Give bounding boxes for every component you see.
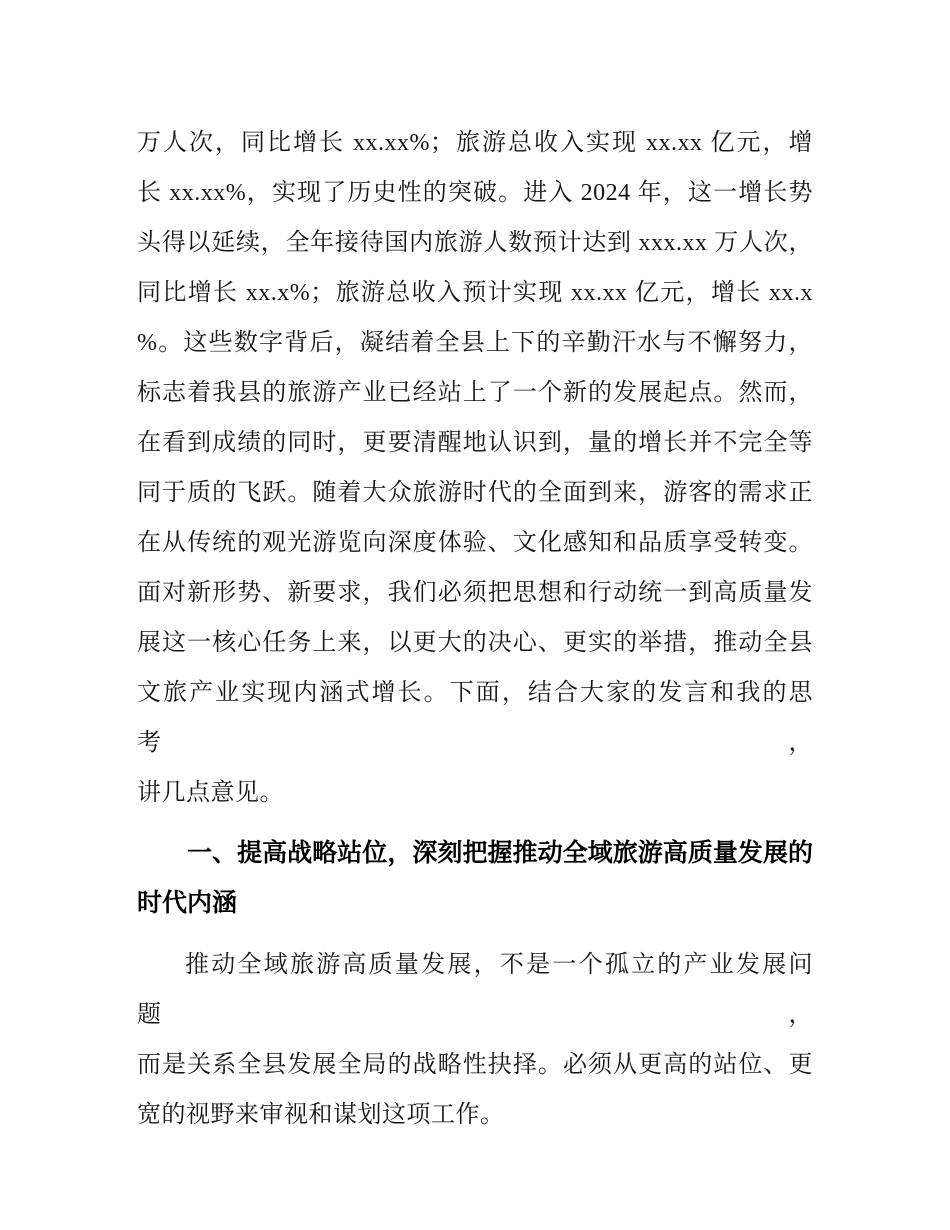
paragraph-line: 头得以延续，全年接待国内旅游人数预计达到 xxx.xx 万人次， [137, 230, 813, 256]
paragraph-line: 展这一核心任务上来，以更大的决心、更实的举措，推动全县 [137, 630, 813, 656]
paragraph-line: %。这些数字背后，凝结着全县上下的辛勤汗水与不懈努力， [137, 330, 813, 356]
paragraph-line: 同比增长 xx.x%；旅游总收入预计实现 xx.xx 亿元，增长 xx.x [137, 280, 813, 306]
paragraph-line: 同于质的飞跃。随着大众旅游时代的全面到来，游客的需求正 [137, 480, 813, 506]
paragraph-line: 讲几点意见。 [137, 780, 284, 806]
body-paragraph [137, 940, 813, 1140]
opening-paragraph [137, 118, 813, 818]
section-heading [137, 828, 813, 928]
paragraph-line: 而是关系全县发展全局的战略性抉择。必须从更高的站位、更 [137, 1052, 813, 1078]
paragraph-line: 万人次，同比增长 xx.xx%；旅游总收入实现 xx.xx 亿元，增 [137, 130, 813, 156]
heading-line: 一、提高战略站位，深刻把握推动全域旅游高质量发展的 [187, 839, 813, 867]
paragraph-line: 标志着我县的旅游产业已经站上了一个新的发展起点。然而， [137, 380, 813, 406]
paragraph-line: 在看到成绩的同时，更要清醒地认识到，量的增长并不完全等 [137, 430, 813, 456]
paragraph-line: 宽的视野来审视和谋划这项工作。 [137, 1102, 505, 1128]
heading-line: 时代内涵 [137, 889, 238, 917]
paragraph-line: 在从传统的观光游览向深度体验、文化感知和品质享受转变。 [137, 530, 813, 556]
paragraph-line: 长 xx.xx%，实现了历史性的突破。进入 2024 年，这一增长势 [137, 180, 813, 206]
paragraph-line: 文旅产业实现内涵式增长。下面，结合大家的发言和我的思考， [137, 680, 813, 756]
paragraph-line: 推动全域旅游高质量发展，不是一个孤立的产业发展问题， [137, 952, 813, 1028]
paragraph-line: 面对新形势、新要求，我们必须把思想和行动统一到高质量发 [137, 580, 813, 606]
